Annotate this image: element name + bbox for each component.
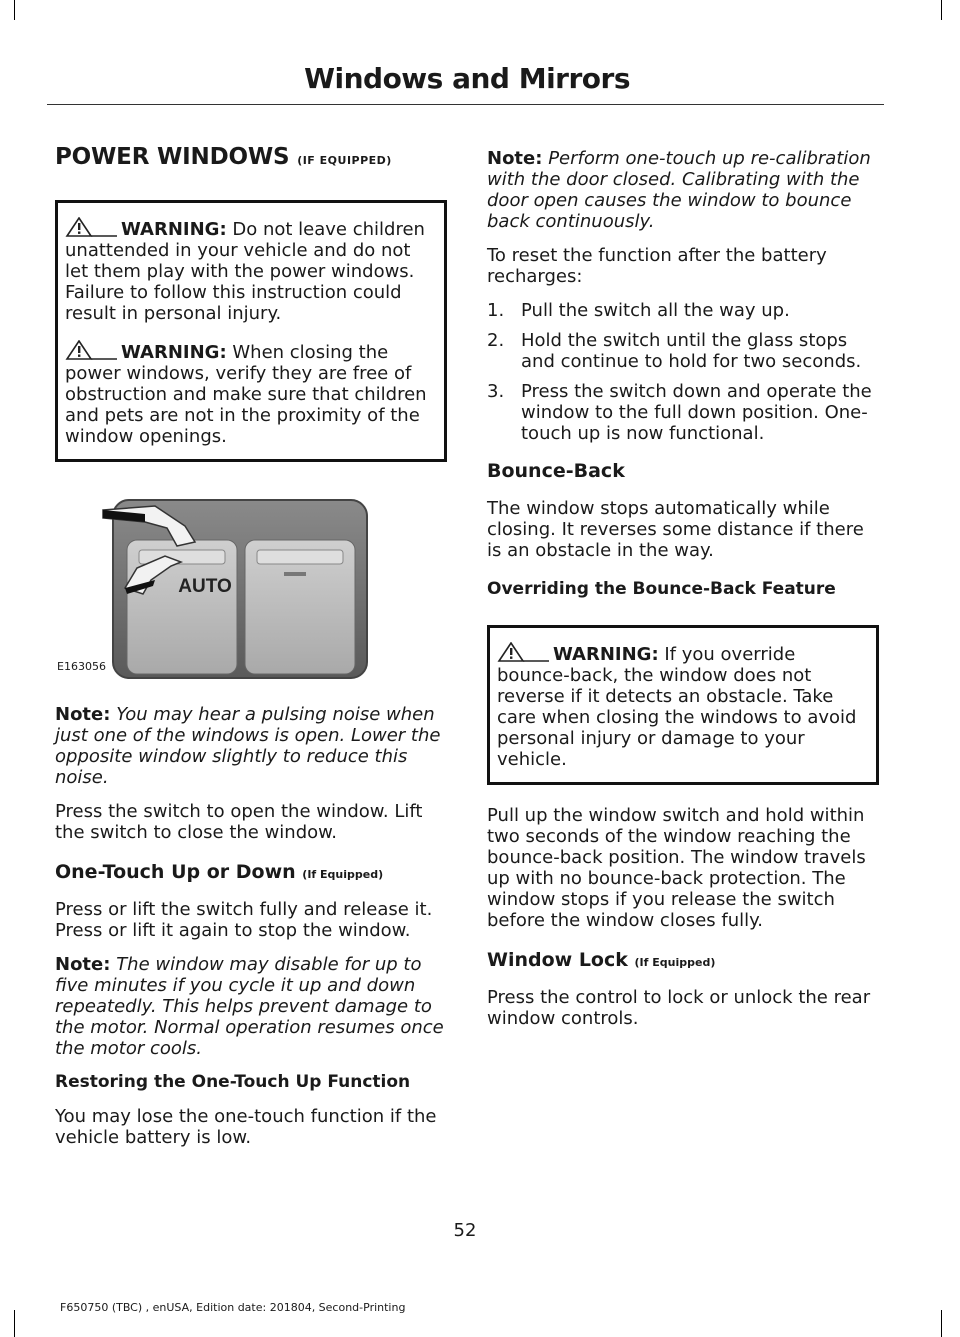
warning-label: WARNING: — [121, 219, 227, 240]
note — [55, 704, 447, 788]
note-label: Note: — [487, 148, 543, 169]
page-header-title: Windows and Mirrors — [304, 62, 630, 95]
note-label: Note: — [55, 954, 111, 975]
window-switch-illustration — [55, 496, 447, 680]
list-item — [487, 330, 879, 372]
warning-box — [487, 625, 879, 785]
section-title-text: POWER WINDOWS — [55, 144, 290, 170]
right-column — [487, 148, 879, 1042]
warning-item — [497, 642, 870, 770]
section-qualifier: (IF EQUIPPED) — [297, 154, 392, 167]
step-text: Press the switch down and operate the window to the full down position. One-touch up is now functional. — [521, 381, 872, 444]
window-switch-figure — [55, 496, 447, 680]
left-column — [55, 144, 447, 1161]
paragraph: You may lose the one-touch function if the vehicle battery is low. — [55, 1106, 437, 1148]
subsection-title: Bounce-Back — [487, 460, 625, 482]
crop-mark — [14, 1310, 15, 1337]
subsection-title-text: One-Touch Up or Down — [55, 861, 296, 883]
warning-label: WARNING: — [553, 644, 659, 665]
reset-steps-list — [487, 300, 879, 444]
step-number: 2. — [487, 330, 505, 351]
subsection-qualifier: (If Equipped) — [302, 868, 384, 881]
minor-heading: Overriding the Bounce-Back Feature — [487, 579, 836, 599]
note-text: You may hear a pulsing noise when just one of the windows is open. Lower the opposite window slightly to reduce this noise. — [55, 704, 441, 788]
note — [55, 954, 447, 1059]
list-item — [487, 381, 879, 444]
section-title — [55, 144, 447, 170]
paragraph: Press the control to lock or unlock the rear window controls. — [487, 987, 871, 1029]
header-divider — [47, 104, 884, 105]
minor-heading: Restoring the One-Touch Up Function — [55, 1072, 411, 1092]
paragraph: Press the switch to open the window. Lift the switch to close the window. — [55, 801, 423, 843]
crop-mark — [941, 1310, 942, 1337]
warning-triangle-icon — [497, 642, 549, 662]
subsection-title — [487, 949, 879, 971]
auto-label: AUTO — [178, 576, 232, 597]
step-number: 3. — [487, 381, 505, 402]
footer-text: F650750 (TBC) , enUSA, Edition date: 201804, Second-Printing — [60, 1301, 406, 1314]
note — [487, 148, 879, 232]
step-text: Hold the switch until the glass stops and continue to hold for two seconds. — [521, 330, 862, 372]
figure-id: E163056 — [57, 660, 106, 673]
warning-text: When closing the power windows, verify they are free of obstruction and make sure that children and pets are not in the proximity of the window openings. — [65, 342, 427, 447]
paragraph: Press or lift the switch fully and release it. Press or lift it again to stop the window. — [55, 899, 433, 941]
subsection-title-text: Window Lock — [487, 949, 628, 971]
subsection-title — [55, 861, 447, 883]
note-text: Perform one-touch up re-calibration with the door closed. Calibrating with the door open causes the window to bounce back continuously. — [487, 148, 871, 232]
warning-text: If you override bounce-back, the window does not reverse if it detects an obstacle. Take care when closing the windows to avoid personal injury or damage to your vehicle. — [497, 644, 857, 770]
note-label: Note: — [55, 704, 111, 725]
warning-box — [55, 200, 447, 462]
subsection-qualifier: (If Equipped) — [634, 956, 716, 969]
note-text: The window may disable for up to five minutes if you cycle it up and down repeatedly. This helps prevent damage to the motor. Normal operation resumes once the motor cools. — [55, 954, 444, 1059]
warning-item — [65, 217, 438, 324]
warning-triangle-icon — [65, 340, 117, 360]
paragraph: To reset the function after the battery recharges: — [487, 245, 827, 287]
step-text: Pull the switch all the way up. — [521, 300, 790, 321]
page-number: 52 — [453, 1220, 477, 1241]
step-number: 1. — [487, 300, 505, 321]
paragraph: The window stops automatically while closing. It reverses some distance if there is an obstacle in the way. — [487, 498, 864, 561]
warning-triangle-icon — [65, 217, 117, 237]
crop-mark — [14, 0, 15, 20]
warning-label: WARNING: — [121, 342, 227, 363]
crop-mark — [941, 0, 942, 20]
paragraph: Pull up the window switch and hold within two seconds of the window reaching the bounce-back position. The window travels up with no bounce-back protection. The window stops if you release the switch before the window closes fully. — [487, 805, 866, 931]
list-item — [487, 300, 879, 321]
warning-item — [65, 340, 438, 447]
warning-text: Do not leave children unattended in your vehicle and do not let them play with the power windows. Failure to follow this instruction could result in personal injury. — [65, 219, 425, 324]
